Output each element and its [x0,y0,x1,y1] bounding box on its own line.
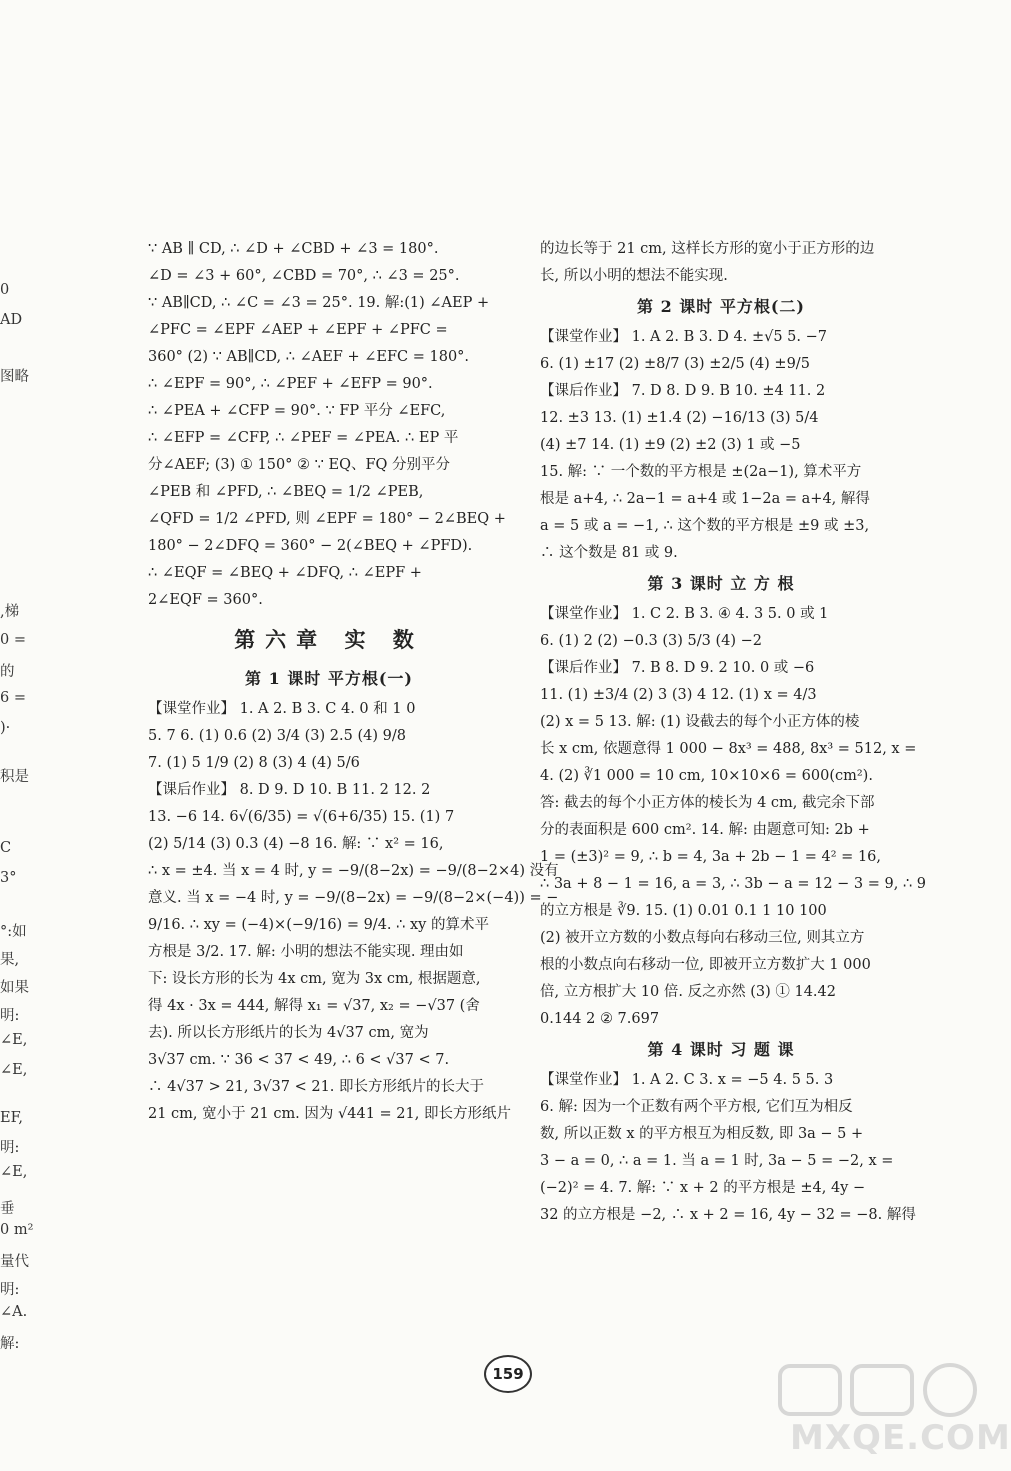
answer-line: (−2)² = 4. 7. 解: ∵ x + 2 的平方根是 ±4, 4y − [540,1180,866,1196]
answer-line: 7. (1) 5 1/9 (2) 8 (3) 4 (4) 5/6 [148,755,360,771]
edge-fragment: 积是 [0,769,29,785]
answer-line: 意义. 当 x = −4 时, y = −9/(8−2x) = −9/(8−2×(−4)) = − [148,890,559,906]
answer-line: 6. 解: 因为一个正数有两个平方根, 它们互为相反 [540,1099,853,1115]
answer-line: 2∠EQF = 360°. [148,592,263,608]
answer-line: 12. ±3 13. (1) ±1.4 (2) −16/13 (3) 5/4 [540,410,819,426]
answer-line: 根的小数点向右移动一位, 即被开立方数扩大 1 000 [540,957,871,973]
answer-line: ∴ ∠EFP = ∠CFP, ∴ ∠PEF = ∠PEA. ∴ EP 平 [148,430,459,446]
lesson-title: 第 1 课时 平方根(一) [245,669,413,688]
edge-fragment: 0 m² [0,1222,34,1238]
answer-line: 长 x cm, 依题意得 1 000 − 8x³ = 488, 8x³ = 512, x = [540,741,917,757]
page-number: 159 [484,1355,532,1393]
answer-line: (4) ±7 14. (1) ±9 (2) ±2 (3) 1 或 −5 [540,437,801,453]
answer-line: 【课堂作业】 1. C 2. B 3. ④ 4. 3 5. 0 或 1 [540,606,829,622]
answer-line: ∴ 3a + 8 − 1 = 16, a = 3, ∴ 3b − a = 12 − 3 = 9, ∴ 9 [540,876,927,892]
answer-line: 13. −6 14. 6√(6/35) = √(6+6/35) 15. (1) 7 [148,809,455,825]
edge-fragment: ,梯 [0,604,20,620]
edge-fragment: 图略 [0,369,29,385]
edge-fragment: 如果 [0,980,29,996]
answer-line: 的边长等于 21 cm, 这样长方形的宽小于正方形的边 [540,241,875,257]
lesson-title: 第 4 课时 习 题 课 [647,1040,795,1059]
watermark-text: MXQE.COM [790,1418,1011,1458]
answer-line: (2) 5/14 (3) 0.3 (4) −8 16. 解: ∵ x² = 16, [148,836,444,852]
answer-line: ∴ ∠EPF = 90°, ∴ ∠PEF + ∠EFP = 90°. [148,376,433,392]
edge-fragment: 果, [0,952,20,968]
answer-line: 32 的立方根是 −2, ∴ x + 2 = 16, 4y − 32 = −8. 解得 [540,1207,916,1223]
edge-fragment: 明: [0,1282,20,1298]
answer-line: 【课堂作业】 1. A 2. C 3. x = −5 4. 5 5. 3 [540,1072,834,1088]
edge-fragment: 垂 [0,1201,15,1217]
answer-line: 0.144 2 ② 7.697 [540,1011,660,1027]
answer-line: ∴ 这个数是 81 或 9. [540,545,678,561]
edge-fragment: )· [0,720,11,736]
answer-line: 【课后作业】 7. B 8. D 9. 2 10. 0 或 −6 [540,660,815,676]
answer-line: (2) x = 5 13. 解: (1) 设截去的每个小正方体的棱 [540,714,860,730]
edge-fragment: 解: [0,1336,20,1352]
answer-line: a = 5 或 a = −1, ∴ 这个数的平方根是 ±9 或 ±3, [540,518,870,534]
answer-line: ∴ ∠PEA + ∠CFP = 90°. ∵ FP 平分 ∠EFC, [148,403,446,419]
answer-line: ∵ AB ∥ CD, ∴ ∠D + ∠CBD + ∠3 = 180°. [148,241,439,257]
edge-fragment: AD [0,312,23,328]
edge-fragment: 量代 [0,1254,29,1270]
answer-line: 的立方根是 ∛9. 15. (1) 0.01 0.1 1 10 100 [540,903,827,919]
watermark-stamp-icon [770,1360,995,1420]
answer-line: 5. 7 6. (1) 0.6 (2) 3/4 (3) 2.5 (4) 9/8 [148,728,406,744]
edge-fragment: °:如 [0,924,27,940]
answer-line: 【课后作业】 8. D 9. D 10. B 11. 2 12. 2 [148,782,431,798]
answer-line: 6. (1) ±17 (2) ±8/7 (3) ±2/5 (4) ±9/5 [540,356,810,372]
answer-line: 【课堂作业】 1. A 2. B 3. C 4. 0 和 1 0 [148,701,416,717]
edge-fragment: ∠E, [0,1062,28,1078]
edge-fragment: ∠E, [0,1032,28,1048]
edge-fragment: 明: [0,1008,20,1024]
lesson-title: 第 2 课时 平方根(二) [637,297,805,316]
edge-fragment: 0 [0,282,10,298]
edge-fragment: 3° [0,870,17,886]
edge-fragment: EF, [0,1110,23,1126]
answer-line: ∵ AB∥CD, ∴ ∠C = ∠3 = 25°. 19. 解:(1) ∠AEP + [148,295,490,311]
answer-line: 根是 a+4, ∴ 2a−1 = a+4 或 1−2a = a+4, 解得 [540,491,870,507]
answer-line: ∴ 4√37 > 21, 3√37 < 21. 即长方形纸片的长大于 [148,1079,485,1095]
answer-line: 180° − 2∠DFQ = 360° − 2(∠BEQ + ∠PFD). [148,538,473,554]
answer-line: 去). 所以长方形纸片的长为 4√37 cm, 宽为 [148,1025,429,1041]
answer-line: 得 4x · 3x = 444, 解得 x₁ = √37, x₂ = −√37 (舍 [148,998,480,1014]
edge-fragment: 的 [0,664,15,680]
answer-line: ∠D = ∠3 + 60°, ∠CBD = 70°, ∴ ∠3 = 25°. [148,268,460,284]
answer-line: 下: 设长方形的长为 4x cm, 宽为 3x cm, 根据题意, [148,971,481,987]
edge-fragment: 6 = [0,690,26,706]
answer-line: 【课后作业】 7. D 8. D 9. B 10. ±4 11. 2 [540,383,826,399]
watermark-logo [770,1360,1011,1465]
answer-line: ∴ ∠EQF = ∠BEQ + ∠DFQ, ∴ ∠EPF + [148,565,422,581]
answer-line: ∠QFD = 1/2 ∠PFD, 则 ∠EPF = 180° − 2∠BEQ + [148,511,506,527]
edge-fragment: 明: [0,1140,20,1156]
answer-line: 数, 所以正数 x 的平方根互为相反数, 即 3a − 5 + [540,1126,864,1142]
answer-line: ∠PEB 和 ∠PFD, ∴ ∠BEQ = 1/2 ∠PEB, [148,484,424,500]
answer-line: 分的表面积是 600 cm². 14. 解: 由题意可知: 2b + [540,822,870,838]
edge-fragment: ∠A. [0,1304,28,1320]
answer-line: 3 − a = 0, ∴ a = 1. 当 a = 1 时, 3a − 5 = −2, x = [540,1153,894,1169]
answer-line: 分∠AEF; (3) ① 150° ② ∵ EQ、FQ 分别平分 [148,457,451,473]
left-column [148,236,559,1128]
lesson-title: 第 3 课时 立 方 根 [647,574,795,593]
answer-line: ∠PFC = ∠EPF ∠AEP + ∠EPF + ∠PFC = [148,322,448,338]
right-column [540,236,927,1229]
answer-line: (2) 被开立方数的小数点每向右移动三位, 则其立方 [540,930,865,946]
answer-line: 1 = (±3)² = 9, ∴ b = 4, 3a + 2b − 1 = 4² = 16, [540,849,882,865]
answer-line: 6. (1) 2 (2) −0.3 (3) 5/3 (4) −2 [540,633,763,649]
answer-line: 长, 所以小明的想法不能实现. [540,268,728,284]
answer-line: ∴ x = ±4. 当 x = 4 时, y = −9/(8−2x) = −9/(8−2×4) 没有 [148,863,559,879]
answer-line: 9/16. ∴ xy = (−4)×(−9/16) = 9/4. ∴ xy 的算术平 [148,917,489,933]
answer-line: 4. (2) ∛1 000 = 10 cm, 10×10×6 = 600(cm²). [540,768,873,784]
answer-line: 11. (1) ±3/4 (2) 3 (3) 4 12. (1) x = 4/3 [540,687,817,703]
answer-line: 15. 解: ∵ 一个数的平方根是 ±(2a−1), 算术平方 [540,464,862,480]
answer-line: 360° (2) ∵ AB∥CD, ∴ ∠AEF + ∠EFC = 180°. [148,349,470,365]
edge-fragment: ∠E, [0,1164,28,1180]
answer-line: 答: 截去的每个小正方体的棱长为 4 cm, 截完余下部 [540,795,875,811]
edge-fragment: 0 = [0,632,26,648]
chapter-title: 第六章 实 数 [234,627,424,652]
answer-line: 21 cm, 宽小于 21 cm. 因为 √441 = 21, 即长方形纸片 [148,1106,511,1122]
edge-fragment: C [0,840,12,856]
answer-line: 倍, 立方根扩大 10 倍. 反之亦然 (3) ① 14.42 [540,984,836,1000]
answer-line: 方根是 3/2. 17. 解: 小明的想法不能实现. 理由如 [148,944,464,960]
answer-line: 3√37 cm. ∵ 36 < 37 < 49, ∴ 6 < √37 < 7. [148,1052,450,1068]
answer-line: 【课堂作业】 1. A 2. B 3. D 4. ±√5 5. −7 [540,329,828,345]
